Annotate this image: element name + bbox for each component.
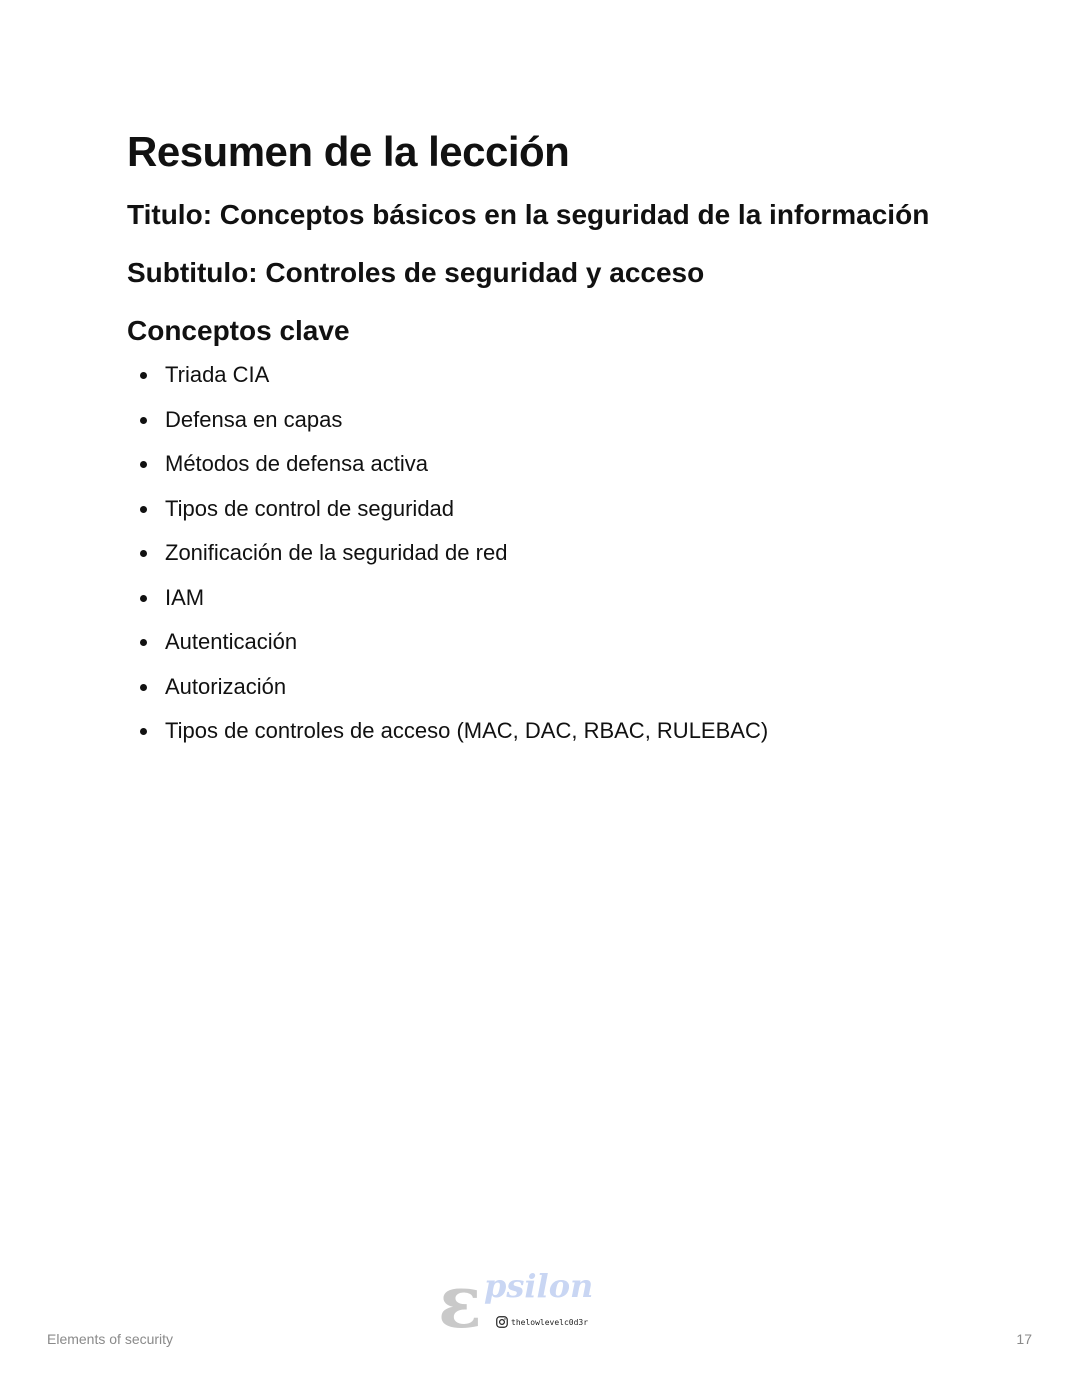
list-item-text: Autorización — [165, 673, 287, 699]
bullet-icon — [140, 417, 147, 424]
logo-letter: ε — [438, 1259, 482, 1344]
list-item — [127, 360, 987, 390]
list-item — [127, 627, 987, 657]
concepts-heading: Conceptos clave — [127, 315, 350, 346]
list-item-text: Zonificación de la seguridad de red — [165, 540, 508, 565]
list-item-text: Tipos de control de seguridad — [165, 495, 455, 521]
list-item — [127, 538, 987, 568]
lesson-subtitle: Subtitulo: Controles de seguridad y acceso — [127, 257, 705, 288]
bullet-icon — [140, 372, 147, 379]
footer-page-number: 17 — [1016, 1331, 1032, 1347]
list-item — [127, 672, 987, 702]
footer-document-name: Elements of security — [47, 1331, 174, 1347]
list-item-text: IAM — [165, 584, 205, 610]
epsilon-logo — [438, 1259, 598, 1344]
page-heading: Resumen de la lección — [127, 128, 570, 175]
instagram-icon — [496, 1316, 508, 1328]
bullet-icon — [140, 550, 147, 557]
list-item — [127, 716, 987, 746]
concepts-list — [127, 360, 987, 746]
logo-word: psilon — [484, 1267, 594, 1305]
page-content — [127, 128, 987, 761]
list-item-text: Defensa en capas — [165, 406, 343, 432]
list-item-text: Tipos de controles de acceso (MAC, DAC, RBAC, RULEBAC) — [165, 718, 769, 743]
logo-handle-text: thelowlevelc0d3r — [511, 1317, 589, 1327]
bullet-icon — [140, 684, 147, 691]
list-item — [127, 583, 987, 613]
bullet-icon — [140, 506, 147, 513]
bullet-icon — [140, 461, 147, 468]
list-item — [127, 449, 987, 479]
lesson-title: Titulo: Conceptos básicos en la seguridad de la información — [127, 199, 930, 230]
bullet-icon — [140, 595, 147, 602]
list-item-text: Triada CIA — [165, 362, 270, 387]
bullet-icon — [140, 639, 147, 646]
bullet-icon — [140, 728, 147, 735]
list-item — [127, 405, 987, 435]
list-item — [127, 494, 987, 524]
list-item-text: Autenticación — [165, 629, 298, 654]
list-item-text: Métodos de defensa activa — [165, 451, 428, 476]
logo-handle — [496, 1316, 588, 1328]
